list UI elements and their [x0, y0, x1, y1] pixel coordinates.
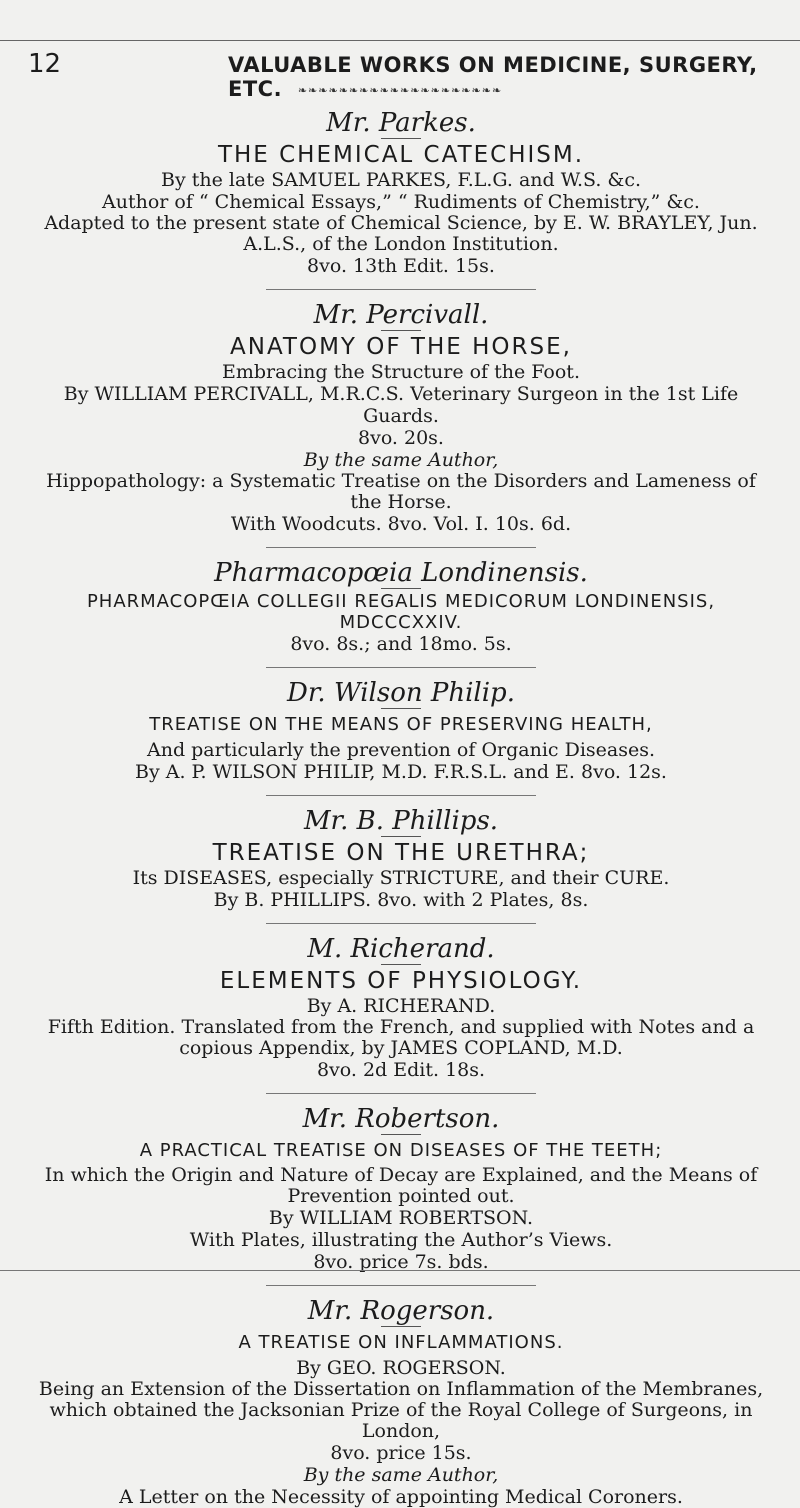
- entry-author: M. Richerand.: [307, 934, 495, 964]
- entry-line: By GEO. ROGERSON.: [296, 1357, 506, 1379]
- short-rule: [381, 330, 421, 331]
- entry-pharmacopoeia: [30, 558, 772, 655]
- entry-line: 8vo. 8s.; and 18mo. 5s.: [290, 633, 512, 655]
- entry-title: ELEMENTS OF PHYSIOLOGY.: [219, 968, 583, 994]
- page-header: [28, 49, 760, 101]
- entry-line: Hippopathology: a Systematic Treatise on the Disorders and Lameness of the Horse.: [46, 470, 756, 513]
- entry-line: By WILLIAM ROBERTSON.: [268, 1207, 534, 1229]
- entry-author: Mr. Parkes.: [326, 108, 476, 138]
- entry-line: By the same Author,: [303, 1464, 499, 1486]
- entry-title: PHARMACOPŒIA COLLEGII REGALIS MEDICORUM LONDINENSIS, MDCCCXXIV.: [86, 591, 716, 633]
- running-title: VALUABLE WORKS ON MEDICINE, SURGERY, ETC.: [228, 53, 758, 101]
- section-divider: [266, 795, 536, 796]
- entry-title: A TREATISE ON INFLAMMATIONS.: [238, 1332, 564, 1353]
- entry-line: By A. P. WILSON PHILIP, M.D. F.R.S.L. and E. 8vo. 12s.: [135, 761, 667, 783]
- entry-line: By A. RICHERAND.: [306, 995, 496, 1017]
- entry-title: TREATISE ON THE URETHRA;: [212, 840, 590, 866]
- short-rule: [381, 836, 421, 837]
- bottom-border-rule: [0, 1270, 800, 1271]
- entry-b-phillips: [30, 806, 772, 911]
- short-rule: [381, 964, 421, 965]
- entry-line: Adapted to the present state of Chemical Science, by E. W. BRAYLEY, Jun. A.L.S., of the London Institution.: [44, 212, 758, 255]
- entry-richerand: [30, 934, 772, 1081]
- short-rule: [381, 588, 421, 589]
- entry-line: A Letter on the Necessity of appointing Medical Coroners.: [119, 1486, 683, 1508]
- entry-line: 8vo. price 7s. bds.: [313, 1251, 489, 1273]
- section-divider: [266, 667, 536, 668]
- section-divider: [266, 1093, 536, 1094]
- entry-title: ANATOMY OF THE HORSE,: [230, 334, 572, 360]
- entry-line: 8vo. 13th Edit. 15s.: [307, 255, 495, 277]
- catalogue-entries: [30, 108, 772, 1508]
- short-rule: [381, 138, 421, 139]
- short-rule: [381, 1134, 421, 1135]
- entry-line: By the same Author,: [303, 449, 499, 471]
- section-divider: [266, 289, 536, 290]
- entry-author: Dr. Wilson Philip.: [287, 678, 515, 708]
- short-rule: [381, 708, 421, 709]
- entry-line: Embracing the Structure of the Foot.: [222, 361, 580, 383]
- entry-line: 8vo. 20s.: [358, 427, 444, 449]
- entry-line: By the late SAMUEL PARKES, F.L.G. and W.S. &c.: [160, 169, 642, 191]
- entry-title: A PRACTICAL TREATISE ON DISEASES OF THE TEETH;: [139, 1140, 663, 1161]
- entry-line: In which the Origin and Nature of Decay are Explained, and the Means of Prevention pointed out.: [44, 1164, 758, 1207]
- entry-author: Mr. B. Phillips.: [303, 806, 499, 836]
- entry-parkes: [30, 108, 772, 277]
- entry-percivall: [30, 300, 772, 535]
- entry-robertson: [30, 1104, 772, 1273]
- entry-line: By B. PHILLIPS. 8vo. with 2 Plates, 8s.: [213, 889, 589, 911]
- entry-author: Pharmacopœia Londinensis.: [214, 558, 588, 588]
- entry-line: Its DISEASES, especially STRICTURE, and their CURE.: [132, 867, 670, 889]
- entry-wilson-philip: [30, 678, 772, 783]
- entry-rogerson: [30, 1296, 772, 1508]
- entry-line: Author of “ Chemical Essays,” “ Rudiments of Chemistry,” &c.: [102, 191, 700, 213]
- entry-author: Mr. Rogerson.: [307, 1296, 495, 1326]
- section-divider: [266, 1285, 536, 1286]
- entry-line: 8vo. price 15s.: [330, 1442, 472, 1464]
- section-divider: [266, 547, 536, 548]
- page-number: 12: [28, 49, 62, 79]
- entry-line: By WILLIAM PERCIVALL, M.R.C.S. Veterinary Surgeon in the 1st Life Guards.: [63, 383, 739, 427]
- entry-title: TREATISE ON THE MEANS OF PRESERVING HEALTH,: [149, 714, 653, 735]
- entry-author: Mr. Percivall.: [313, 300, 489, 330]
- short-rule: [381, 1326, 421, 1327]
- entry-line: With Woodcuts. 8vo. Vol. I. 10s. 6d.: [230, 513, 572, 535]
- section-divider: [266, 923, 536, 924]
- entry-line: And particularly the prevention of Organic Diseases.: [146, 739, 656, 761]
- entry-line: Being an Extension of the Dissertation on Inflammation of the Membranes, which obtained the Jacksonian Prize of the Royal College of Surgeons, in London,: [38, 1378, 764, 1442]
- entry-line: With Plates, illustrating the Author’s Views.: [189, 1229, 613, 1251]
- entry-author: Mr. Robertson.: [302, 1104, 500, 1134]
- entry-line: Fifth Edition. Translated from the French, and supplied with Notes and a copious Appendix, by JAMES COPLAND, M.D.: [47, 1016, 755, 1059]
- decorative-ornament: ❧❧❧❧❧❧❧❧❧❧❧❧❧❧❧❧❧❧❧❧: [297, 84, 503, 97]
- entry-title: THE CHEMICAL CATECHISM.: [217, 142, 585, 168]
- top-border-rule: [0, 40, 800, 41]
- entry-line: 8vo. 2d Edit. 18s.: [316, 1059, 486, 1081]
